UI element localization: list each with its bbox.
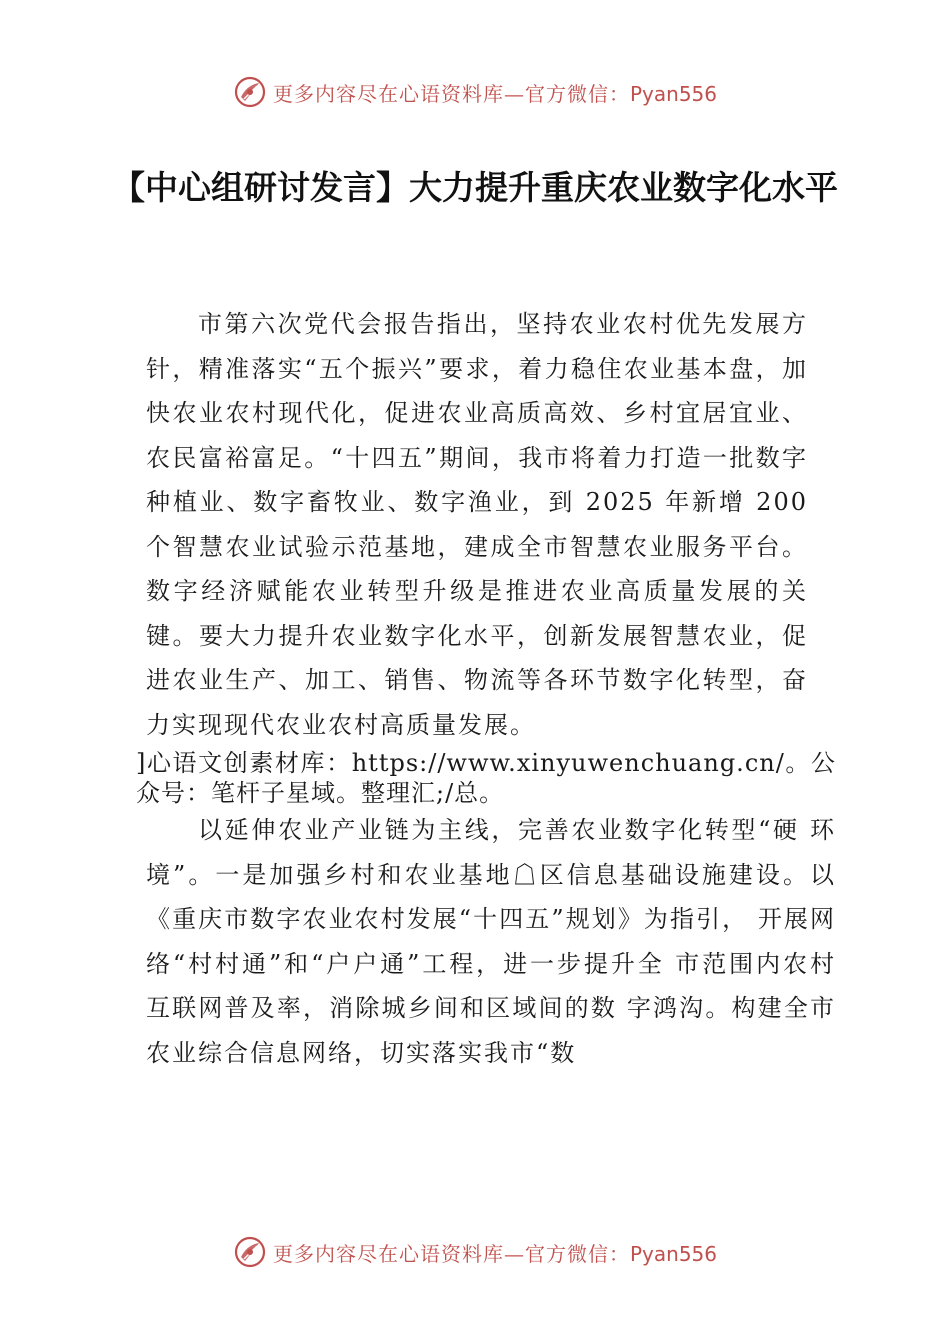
- watermark-text: 更多内容尽在心语资料库—官方微信：: [272, 1241, 630, 1266]
- page-title: 【中心组研讨发言】大力提升重庆农业数字化水平: [112, 168, 838, 207]
- body-paragraph-2: 以延伸农业产业链为主线，完善农业数字化转型“硬 环境”。一是加强乡村和农业基地☖区信息基础设施建设。以《重庆市数字农业农村发展“十四五”规划》为指引， 开展网络“村村通”和“户户通”工程，进一步提升全 市范围内农村互联网普及率，消除城乡间和区域间的数 字鸿沟。构建全市农业综合信息网络，切实落实我市“数: [146, 816, 836, 1067]
- watermark-text: 更多内容尽在心语资料库—官方微信：: [272, 81, 630, 106]
- source-note-paragraph: ]心语文创素材库：https://www.xinyuwenchuang.cn/。公众号：笔杆子星域。整理汇;/总。: [136, 749, 836, 807]
- watermark-wechat-id: Pyan556: [629, 81, 717, 106]
- header-watermark: [0, 72, 950, 112]
- watermark-logo-icon: [233, 1235, 267, 1269]
- footer-watermark: [0, 1232, 950, 1272]
- body-paragraph-1: 市第六次党代会报告指出，坚持农业农村优先发展方针，精准落实“五个振兴”要求，着力稳住农业基本盘，加快农业农村现代化，促进农业高质高效、乡村宜居宜业、农民富裕富足。“十四五”期间，我市将着力打造一批数字种植业、数字畜牧业、数字渔业，到 2025 年新增 200 个智慧农业试验示范基地，建成全市智慧农业服务平台。数字经济赋能农业转型升级是推进农业高质量发展的关键。要大力提升农业数字化水平，创新发展智慧农业，促进农业生产、加工、销售、物流等各环节数字化转型，奋力实现现代农业农村高质量发展。: [146, 310, 808, 739]
- watermark-logo-icon: [233, 75, 267, 109]
- watermark-wechat-id: Pyan556: [629, 1241, 717, 1266]
